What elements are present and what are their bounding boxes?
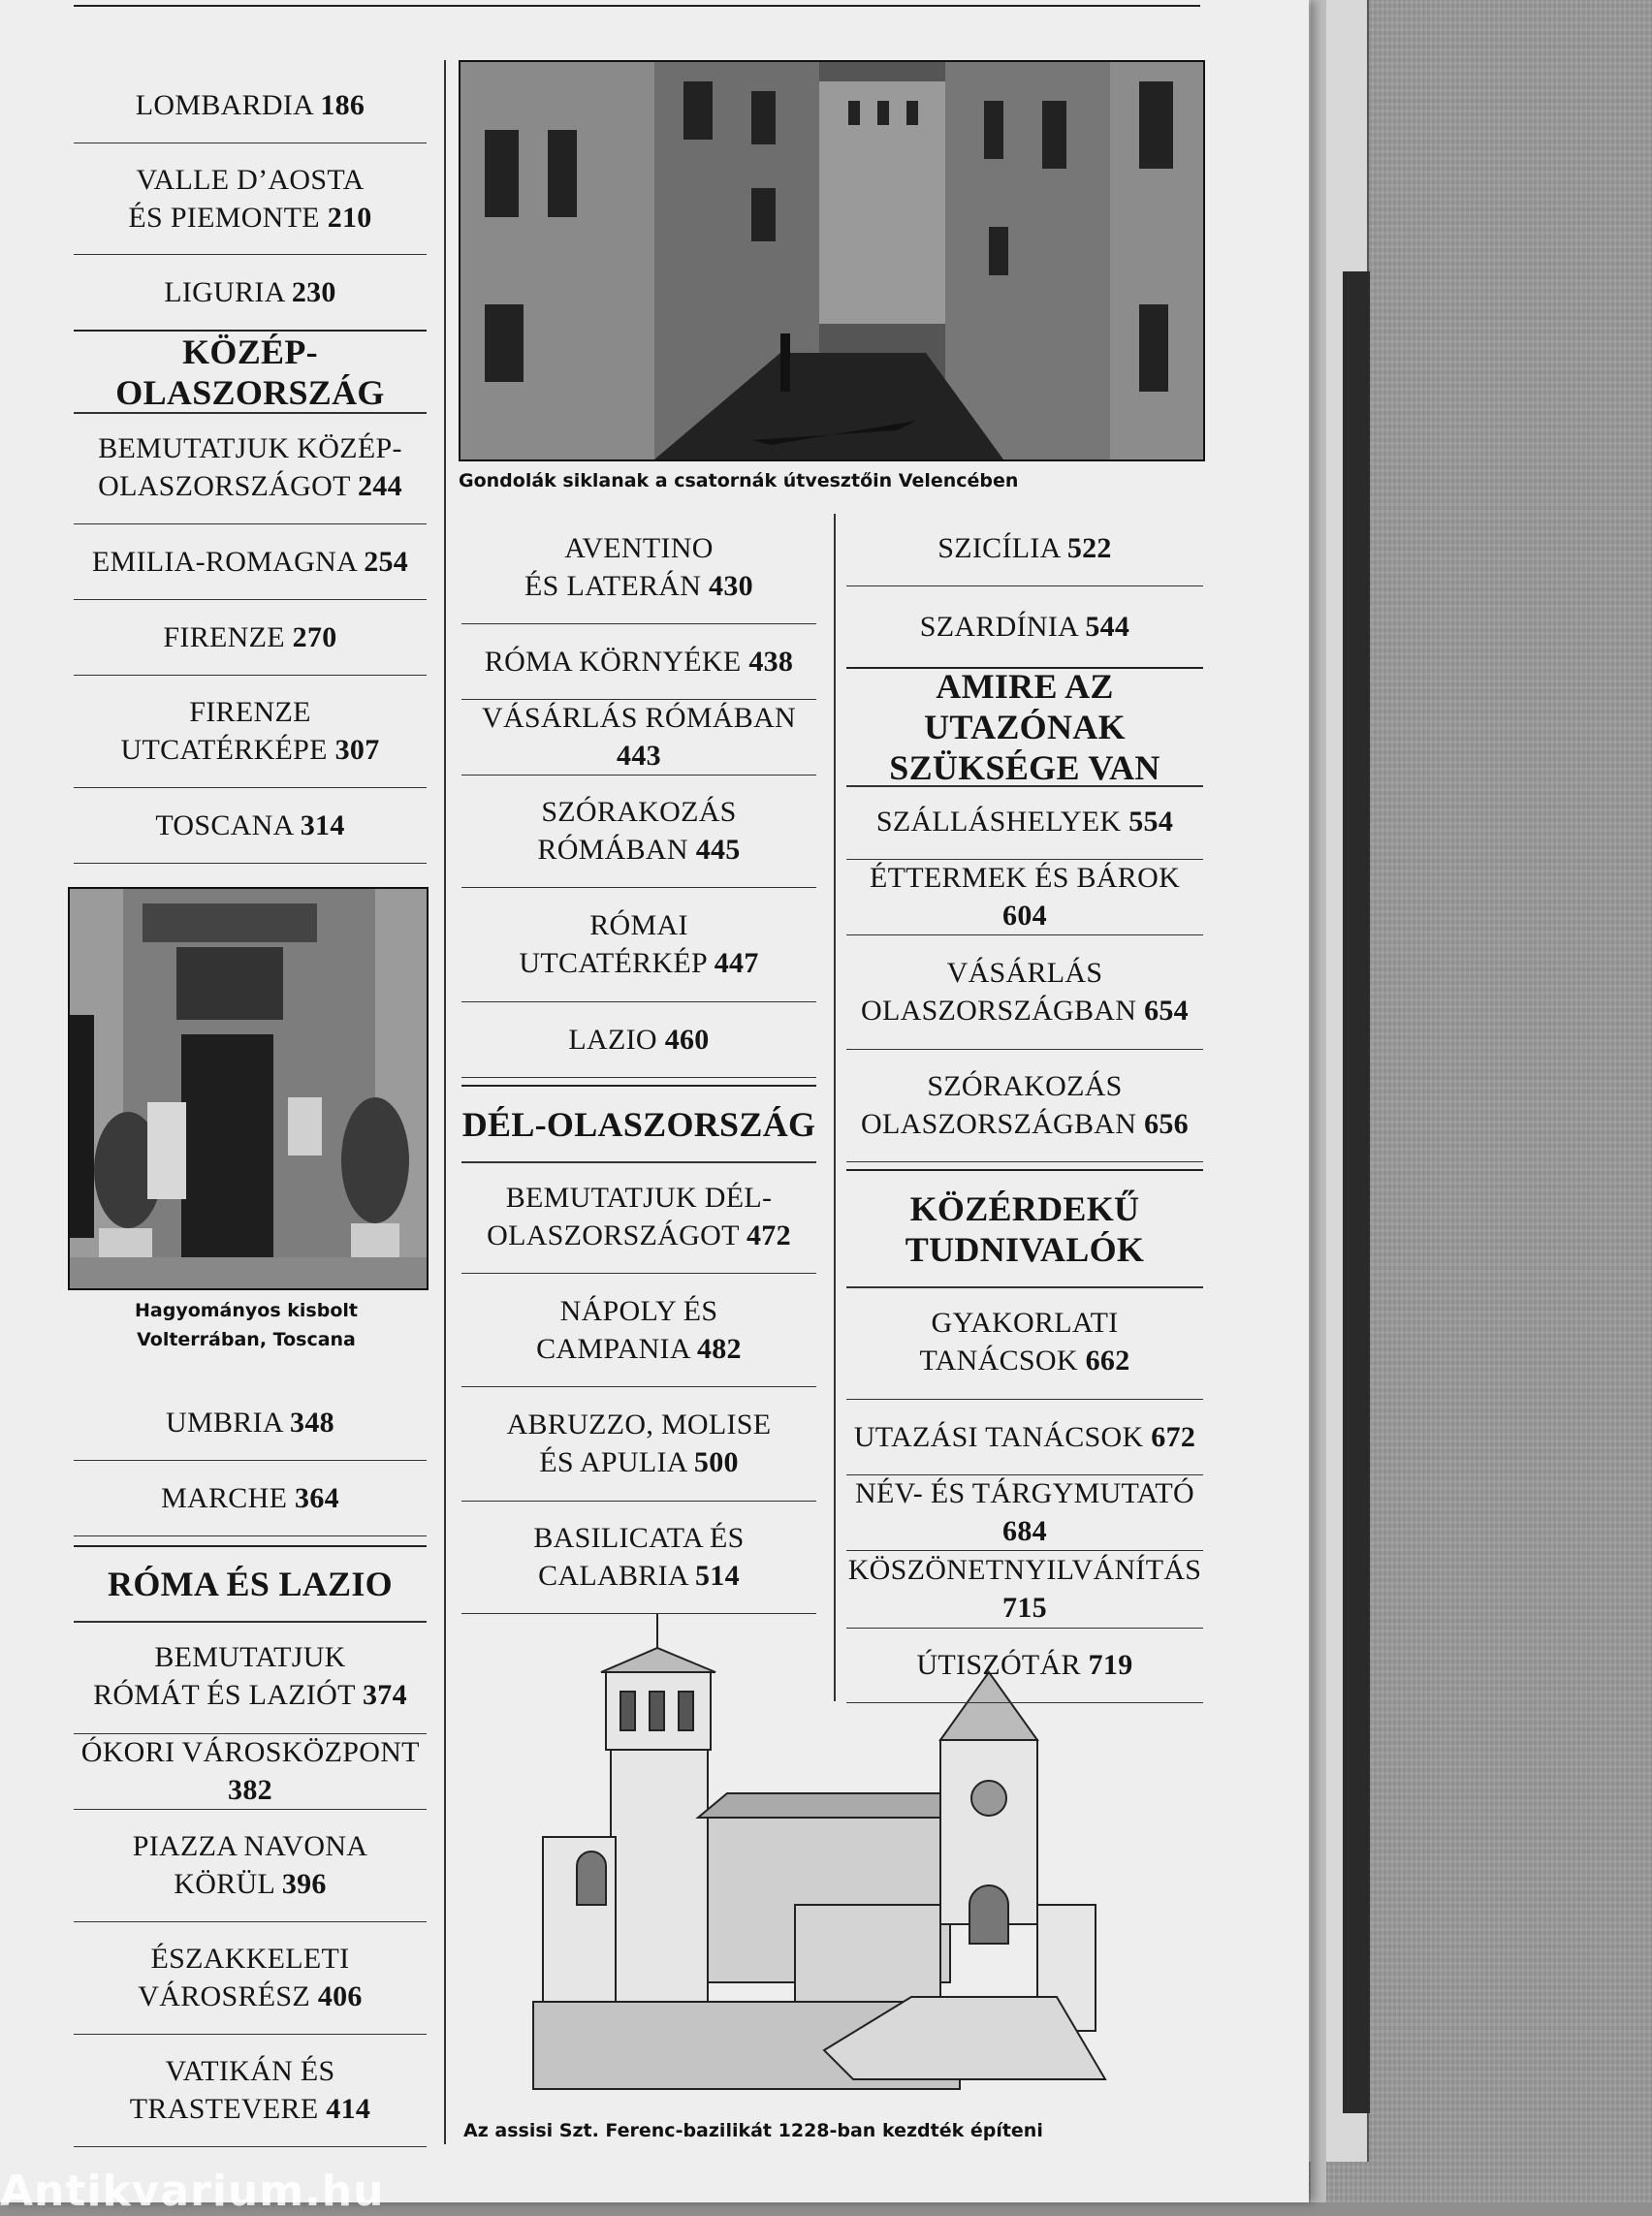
toc-entry-title: RÓMA ÉS LAZIO [108, 1565, 393, 1603]
toc-entry-title: NÉV- ÉS TÁRGYMUTATÓ [855, 1477, 1194, 1509]
toc-entry-title: AVENTINO [564, 532, 714, 564]
toc-entry [846, 1169, 1203, 1288]
toc-entry-title: LIGURIA [164, 275, 285, 308]
toc-entry-text [876, 803, 1173, 840]
shop-caption [68, 1296, 425, 1354]
toc-page-number: 472 [746, 1219, 791, 1251]
toc-entry [461, 623, 816, 700]
toc-entry-title: VÁROSRÉSZ [138, 1980, 310, 2012]
toc-entry-title: ÉTTERMEK ÉS BÁROK [869, 862, 1181, 894]
toc-page-number: 438 [748, 645, 794, 678]
toc-page-number: 210 [327, 201, 372, 234]
toc-page-number: 406 [317, 1980, 363, 2012]
toc-entry-title: ABRUZZO, MOLISE [506, 1409, 772, 1440]
toc-entry-title: UTCATÉRKÉP [519, 947, 707, 979]
toc-entry-title: OLASZORSZÁGOT [487, 1219, 740, 1251]
toc-page-number: 514 [694, 1560, 740, 1592]
toc-entry [74, 142, 427, 255]
toc-entry-title: CALABRIA [538, 1560, 688, 1592]
toc-entry [74, 787, 427, 864]
toc-entry [461, 1273, 816, 1387]
top-rule [74, 5, 1200, 7]
toc-entry-text [108, 1564, 393, 1604]
toc-entry [74, 1460, 427, 1536]
toc-entry-text [485, 643, 793, 681]
toc-page-number: 254 [364, 545, 409, 578]
toc-entry [74, 599, 427, 676]
toc-entry [846, 511, 1203, 586]
toc-entry-text [846, 1474, 1203, 1550]
toc-page-number: 447 [714, 947, 759, 979]
toc-entry [74, 1545, 427, 1623]
toc-entry [74, 1384, 427, 1461]
toc-entry-text [861, 954, 1189, 1029]
toc-page-number: 460 [664, 1023, 710, 1056]
toc-page-number: 230 [291, 275, 336, 308]
toc-entry-text [74, 332, 427, 413]
toc-page-number: 348 [290, 1406, 334, 1439]
toc-entry [461, 1159, 816, 1274]
toc-page-number: 314 [300, 808, 345, 841]
toc-entry [846, 859, 1203, 935]
toc-page-number: 719 [1088, 1649, 1133, 1681]
toc-entry-text [120, 693, 379, 769]
toc-entry [74, 675, 427, 788]
toc-entry [846, 1284, 1203, 1400]
toc-entry [846, 1628, 1203, 1703]
toc-page-number: 307 [334, 734, 380, 766]
book-edge-inner [1311, 0, 1326, 2202]
toc-entry-text [524, 529, 753, 605]
toc-entry-title: LOMBARDIA [135, 89, 313, 121]
toc-entry-title: VÁSÁRLÁS [946, 957, 1103, 989]
toc-entry-title: ÉS LATERÁN [524, 570, 702, 602]
toc-entry [74, 1733, 427, 1810]
toc-page-number: 244 [357, 469, 402, 502]
toc-entry-title: CAMPANIA [536, 1332, 690, 1365]
toc-page-number: 374 [362, 1679, 407, 1711]
toc-entry-title: AMIRE AZ UTAZÓNAK [924, 667, 1126, 746]
toc-entry [74, 68, 427, 143]
toc-entry [846, 1474, 1203, 1551]
toc-page-number: 654 [1144, 995, 1189, 1027]
toc-entry [461, 1386, 816, 1502]
book-spine-strip [1343, 271, 1370, 2113]
toc-entry-text [461, 699, 816, 775]
toc-entry [461, 1085, 816, 1163]
toc-entry-title: ÓKORI VÁROSKÖZPONT [80, 1736, 420, 1768]
toc-entry-text [905, 1188, 1144, 1270]
toc-entry-text [133, 1827, 368, 1903]
toc-entry [74, 254, 427, 331]
toc-entry-text [536, 1292, 742, 1368]
toc-page-number: 500 [693, 1446, 739, 1478]
toc-entry-title: PIAZZA NAVONA [132, 1830, 368, 1862]
toc-entry-text [462, 1104, 816, 1145]
toc-page-number: 414 [326, 2093, 371, 2125]
toc-entry-title: UMBRIA [166, 1406, 283, 1439]
toc-entry-title: SZARDÍNIA [919, 610, 1078, 643]
toc-entry [461, 775, 816, 888]
toc-entry-title: ÉS APULIA [539, 1446, 687, 1478]
toc-entry-title: BEMUTATJUK DÉL- [505, 1181, 773, 1214]
toc-entry [846, 1049, 1203, 1162]
toc-entry [461, 1501, 816, 1614]
toc-entry [74, 410, 427, 524]
toc-entry-title: TUDNIVALÓK [905, 1229, 1145, 1269]
toc-entry-title: GYAKORLATI [931, 1307, 1119, 1339]
toc-entry-title: DÉL-OLASZORSZÁG [461, 1104, 816, 1144]
toc-entry-title: SZÁLLÁSHELYEK [875, 805, 1122, 838]
toc-entry-title: LAZIO [568, 1023, 657, 1056]
toc-entry-text [130, 2052, 370, 2128]
toc-page-number: 684 [1002, 1515, 1047, 1547]
toc-entry [846, 1550, 1203, 1629]
toc-entry-title: FIRENZE [189, 696, 311, 728]
toc-entry-title: BEMUTATJUK KÖZÉP- [98, 431, 402, 464]
toc-page-number: 554 [1128, 805, 1174, 838]
toc-entry-text [74, 1733, 427, 1809]
toc-page-number: 364 [295, 1481, 339, 1514]
venice-canal-photo [459, 60, 1205, 461]
toc-entry-title: SZÜKSÉGE VAN [889, 748, 1160, 787]
venice-caption: Gondolák siklanak a csatornák útvesztőin Velencében [459, 470, 1019, 491]
toc-page-number: 382 [228, 1774, 272, 1806]
toc-entry-text [846, 666, 1203, 788]
toc-entry-text [854, 1418, 1195, 1456]
toc-entry-title: BASILICATA ÉS [533, 1522, 745, 1554]
assisi-caption: Az assisi Szt. Ferenc-bazilikát 1228-ban kezdték építeni [463, 2120, 1043, 2141]
toc-page-number: 445 [695, 834, 741, 866]
toc-entry-title: OLASZORSZÁGOT [98, 469, 351, 502]
toc-entry-title: KÖRÜL [174, 1868, 274, 1900]
toc-entry-title: RÓMÁBAN [537, 834, 688, 866]
toc-entry-title: BEMUTATJUK [154, 1641, 346, 1673]
toc-entry-title: RÓMA KÖRNYÉKE [484, 645, 742, 678]
toc-entry-text [138, 1940, 362, 2015]
toc-entry-text [161, 1479, 339, 1517]
toc-entry-title: SZICÍLIA [937, 532, 1060, 564]
toc-entry [846, 783, 1203, 860]
toc-entry-title: KÖZÉP-OLASZORSZÁG [115, 332, 385, 412]
toc-entry-text [93, 1638, 407, 1714]
toc-page-number: 186 [320, 89, 365, 121]
toc-page-number: 522 [1066, 532, 1112, 564]
toc-entry-text [519, 906, 758, 982]
toc-entry-title: RÓMAI [589, 909, 688, 941]
toc-page-number: 662 [1085, 1345, 1130, 1377]
toc-entry-title: ÉSZAKKELETI [150, 1943, 350, 1975]
toc-entry [846, 934, 1203, 1050]
toc-entry-title: VÁSÁRLÁS RÓMÁBAN [481, 702, 797, 734]
toc-entry-text [846, 1551, 1203, 1627]
toc-entry-text [164, 273, 335, 311]
toc-page-number: 672 [1151, 1420, 1196, 1453]
column-divider-2 [834, 514, 836, 1701]
toc-entry-title: TOSCANA [155, 808, 293, 841]
toc-entry-title: OLASZORSZÁGBAN [861, 1108, 1137, 1140]
shop-caption-text: Hagyományos kisbolt Volterrában, Toscana [135, 1300, 358, 1350]
shop-photo [68, 887, 429, 1290]
toc-entry-text [537, 793, 740, 869]
toc-entry-text [136, 86, 365, 124]
shop-illustration [70, 889, 427, 1288]
toc-entry-title: VALLE D’AOSTA [136, 163, 365, 196]
toc-entry-title: TANÁCSOK [919, 1345, 1078, 1377]
toc-entry [74, 1809, 427, 1922]
toc-entry-title: KÖZÉRDEKŰ [909, 1188, 1140, 1228]
toc-entry-text [533, 1519, 744, 1595]
toc-entry [461, 511, 816, 624]
toc-page-number: 482 [696, 1332, 742, 1365]
toc-entry-text [92, 543, 408, 581]
toc-entry-title: NÁPOLY ÉS [559, 1294, 718, 1327]
toc-entry-title: KÖSZÖNETNYILVÁNÍTÁS [847, 1554, 1202, 1586]
toc-entry-title: EMILIA-ROMAGNA [91, 545, 357, 578]
toc-entry [461, 1001, 816, 1078]
toc-page-number: 443 [617, 740, 661, 772]
toc-entry-text [155, 807, 344, 844]
toc-page-number: 396 [281, 1868, 327, 1900]
toc-page-number: 544 [1085, 610, 1130, 643]
toc-entry-title: FIRENZE [163, 620, 285, 653]
toc-entry-title: TRASTEVERE [129, 2093, 319, 2125]
toc-page-number: 715 [1002, 1592, 1047, 1624]
toc-entry-title: ÉS PIEMONTE [128, 201, 320, 234]
venice-canal-illustration [461, 62, 1203, 459]
toc-entry-text [846, 859, 1203, 934]
column-divider-1 [444, 60, 446, 2144]
toc-entry [74, 523, 427, 600]
toc-entry [846, 667, 1203, 787]
toc-entry-title: VATIKÁN ÉS [165, 2055, 335, 2087]
toc-entry-text [163, 618, 336, 656]
toc-entry-text [128, 161, 371, 237]
toc-entry-text [920, 608, 1129, 646]
toc-entry [74, 1619, 427, 1734]
toc-entry [74, 330, 427, 414]
toc-entry-title: SZÓRAKOZÁS [541, 796, 737, 828]
toc-page-number: 270 [292, 620, 337, 653]
toc-entry-title: UTCATÉRKÉPE [120, 734, 328, 766]
toc-entry-title: ÚTISZÓTÁR [916, 1649, 1081, 1681]
toc-page-number: 656 [1144, 1108, 1189, 1140]
toc-entry-text [937, 529, 1111, 567]
toc-entry-text [166, 1404, 334, 1441]
toc-entry-title: MARCHE [161, 1481, 288, 1514]
toc-entry-text [487, 1179, 791, 1254]
watermark: Antikvarium.hu [0, 2167, 385, 2216]
toc-entry-text [919, 1304, 1129, 1379]
toc-entry-title: SZÓRAKOZÁS [927, 1070, 1123, 1102]
toc-entry [846, 1399, 1203, 1475]
toc-entry-title: RÓMÁT ÉS LAZIÓT [93, 1679, 356, 1711]
toc-entry [74, 1921, 427, 2035]
toc-page-number: 604 [1002, 900, 1047, 932]
toc-entry-text [861, 1067, 1189, 1143]
toc-entry-text [916, 1646, 1132, 1684]
toc-page-number: 430 [709, 570, 753, 602]
toc-entry-text [568, 1021, 709, 1059]
toc-entry-text [507, 1406, 772, 1481]
toc-entry-text [98, 429, 402, 505]
toc-entry [461, 699, 816, 776]
toc-entry-title: OLASZORSZÁGBAN [861, 995, 1137, 1027]
toc-entry [74, 2034, 427, 2147]
toc-entry [461, 887, 816, 1002]
toc-entry [846, 586, 1203, 668]
toc-entry-title: UTAZÁSI TANÁCSOK [853, 1420, 1144, 1453]
